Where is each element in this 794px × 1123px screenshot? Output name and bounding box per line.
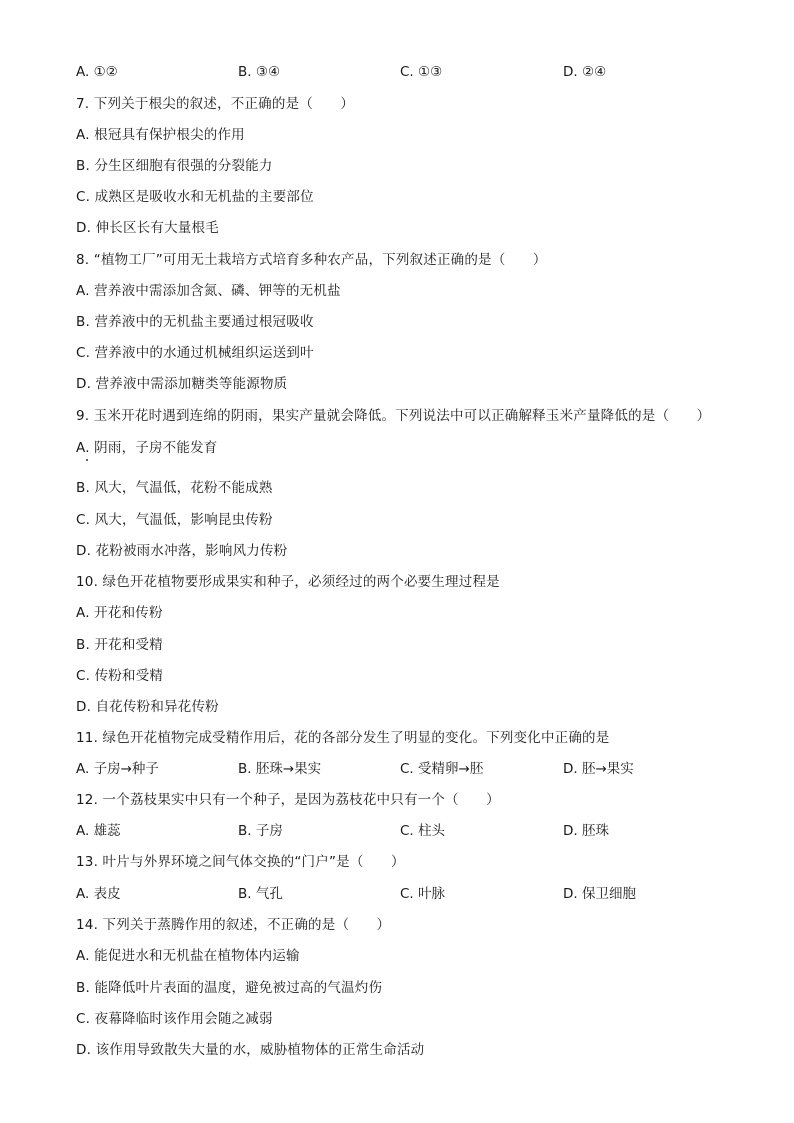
q13-option-b: B. 气孔 xyxy=(238,886,283,902)
q14-option-a: A. 能促进水和无机盐在植物体内运输 xyxy=(76,948,300,964)
q6-option-b: B. ③④ xyxy=(238,64,281,80)
q9-stem: 9. 玉米开花时遇到连绵的阴雨，果实产量就会降低。下列说法中可以正确解释玉米产量降低的是（ ） xyxy=(76,408,711,424)
q8-stem: 8. “植物工厂”可用无土栽培方式培育多种农产品，下列叙述正确的是（ ） xyxy=(76,252,547,268)
q10-option-c: C. 传粉和受精 xyxy=(76,668,164,684)
q11-option-a: A. 子房→种子 xyxy=(76,761,159,777)
q12-option-b: B. 子房 xyxy=(238,823,283,839)
q11-stem: 11. 绿色开花植物完成受精作用后，花的各部分发生了明显的变化。下列变化中正确的是 xyxy=(76,730,610,746)
q11-option-c: C. 受精卵→胚 xyxy=(400,761,484,777)
q10-stem: 10. 绿色开花植物要形成果实和种子，必须经过的两个必要生理过程是 xyxy=(76,574,500,590)
q8-option-b: B. 营养液中的无机盐主要通过根冠吸收 xyxy=(76,314,314,330)
q10-option-d: D. 自花传粉和异花传粉 xyxy=(76,699,219,715)
q11-option-b: B. 胚珠→果实 xyxy=(238,761,322,777)
q12-option-d: D. 胚珠 xyxy=(563,823,609,839)
q7-option-b: B. 分生区细胞有很强的分裂能力 xyxy=(76,158,273,174)
q6-option-c: C. ①③ xyxy=(400,64,443,80)
q14-stem: 14. 下列关于蒸腾作用的叙述，不正确的是（ ） xyxy=(76,917,391,933)
q13-stem: 13. 叶片与外界环境之间气体交换的“门户”是（ ） xyxy=(76,854,405,870)
q14-option-d: D. 该作用导致散失大量的水，威胁植物体的正常生命活动 xyxy=(76,1042,425,1058)
q7-option-d: D. 伸长区长有大量根毛 xyxy=(76,220,219,236)
q14-option-b: B. 能降低叶片表面的温度，避免被过高的气温灼伤 xyxy=(76,980,383,996)
q7-option-a: A. 根冠具有保护根尖的作用 xyxy=(76,127,245,143)
q8-option-d: D. 营养液中需添加糖类等能源物质 xyxy=(76,376,288,392)
q12-option-c: C. 柱头 xyxy=(400,823,446,839)
q13-option-d: D. 保卫细胞 xyxy=(563,886,636,902)
q8-option-a: A. 营养液中需添加含氮、磷、钾等的无机盐 xyxy=(76,283,341,299)
q7-option-c: C. 成熟区是吸收水和无机盐的主要部位 xyxy=(76,189,314,205)
q6-option-a: A. ①② xyxy=(76,64,118,80)
q11-option-d: D. 胚→果实 xyxy=(563,761,634,777)
q8-option-c: C. 营养液中的水通过机械组织运送到叶 xyxy=(76,345,314,361)
q9-option-d: D. 花粉被雨水冲落，影响风力传粉 xyxy=(76,543,288,559)
q9-option-b: B. 风大，气温低，花粉不能成熟 xyxy=(76,480,273,496)
stray-dot xyxy=(86,459,88,461)
q14-option-c: C. 夜幕降临时该作用会随之减弱 xyxy=(76,1011,273,1027)
q10-option-b: B. 开花和受精 xyxy=(76,637,163,653)
q9-option-c: C. 风大，气温低，影响昆虫传粉 xyxy=(76,512,273,528)
q13-option-c: C. 叶脉 xyxy=(400,886,446,902)
q12-stem: 12. 一个荔枝果实中只有一个种子，是因为荔枝花中只有一个（ ） xyxy=(76,792,500,808)
q6-option-d: D. ②④ xyxy=(563,64,607,80)
q13-option-a: A. 表皮 xyxy=(76,886,121,902)
q9-option-a: A. 阴雨，子房不能发育 xyxy=(76,440,218,456)
q7-stem: 7. 下列关于根尖的叙述，不正确的是（ ） xyxy=(76,96,355,112)
q10-option-a: A. 开花和传粉 xyxy=(76,605,163,621)
q12-option-a: A. 雄蕊 xyxy=(76,823,121,839)
